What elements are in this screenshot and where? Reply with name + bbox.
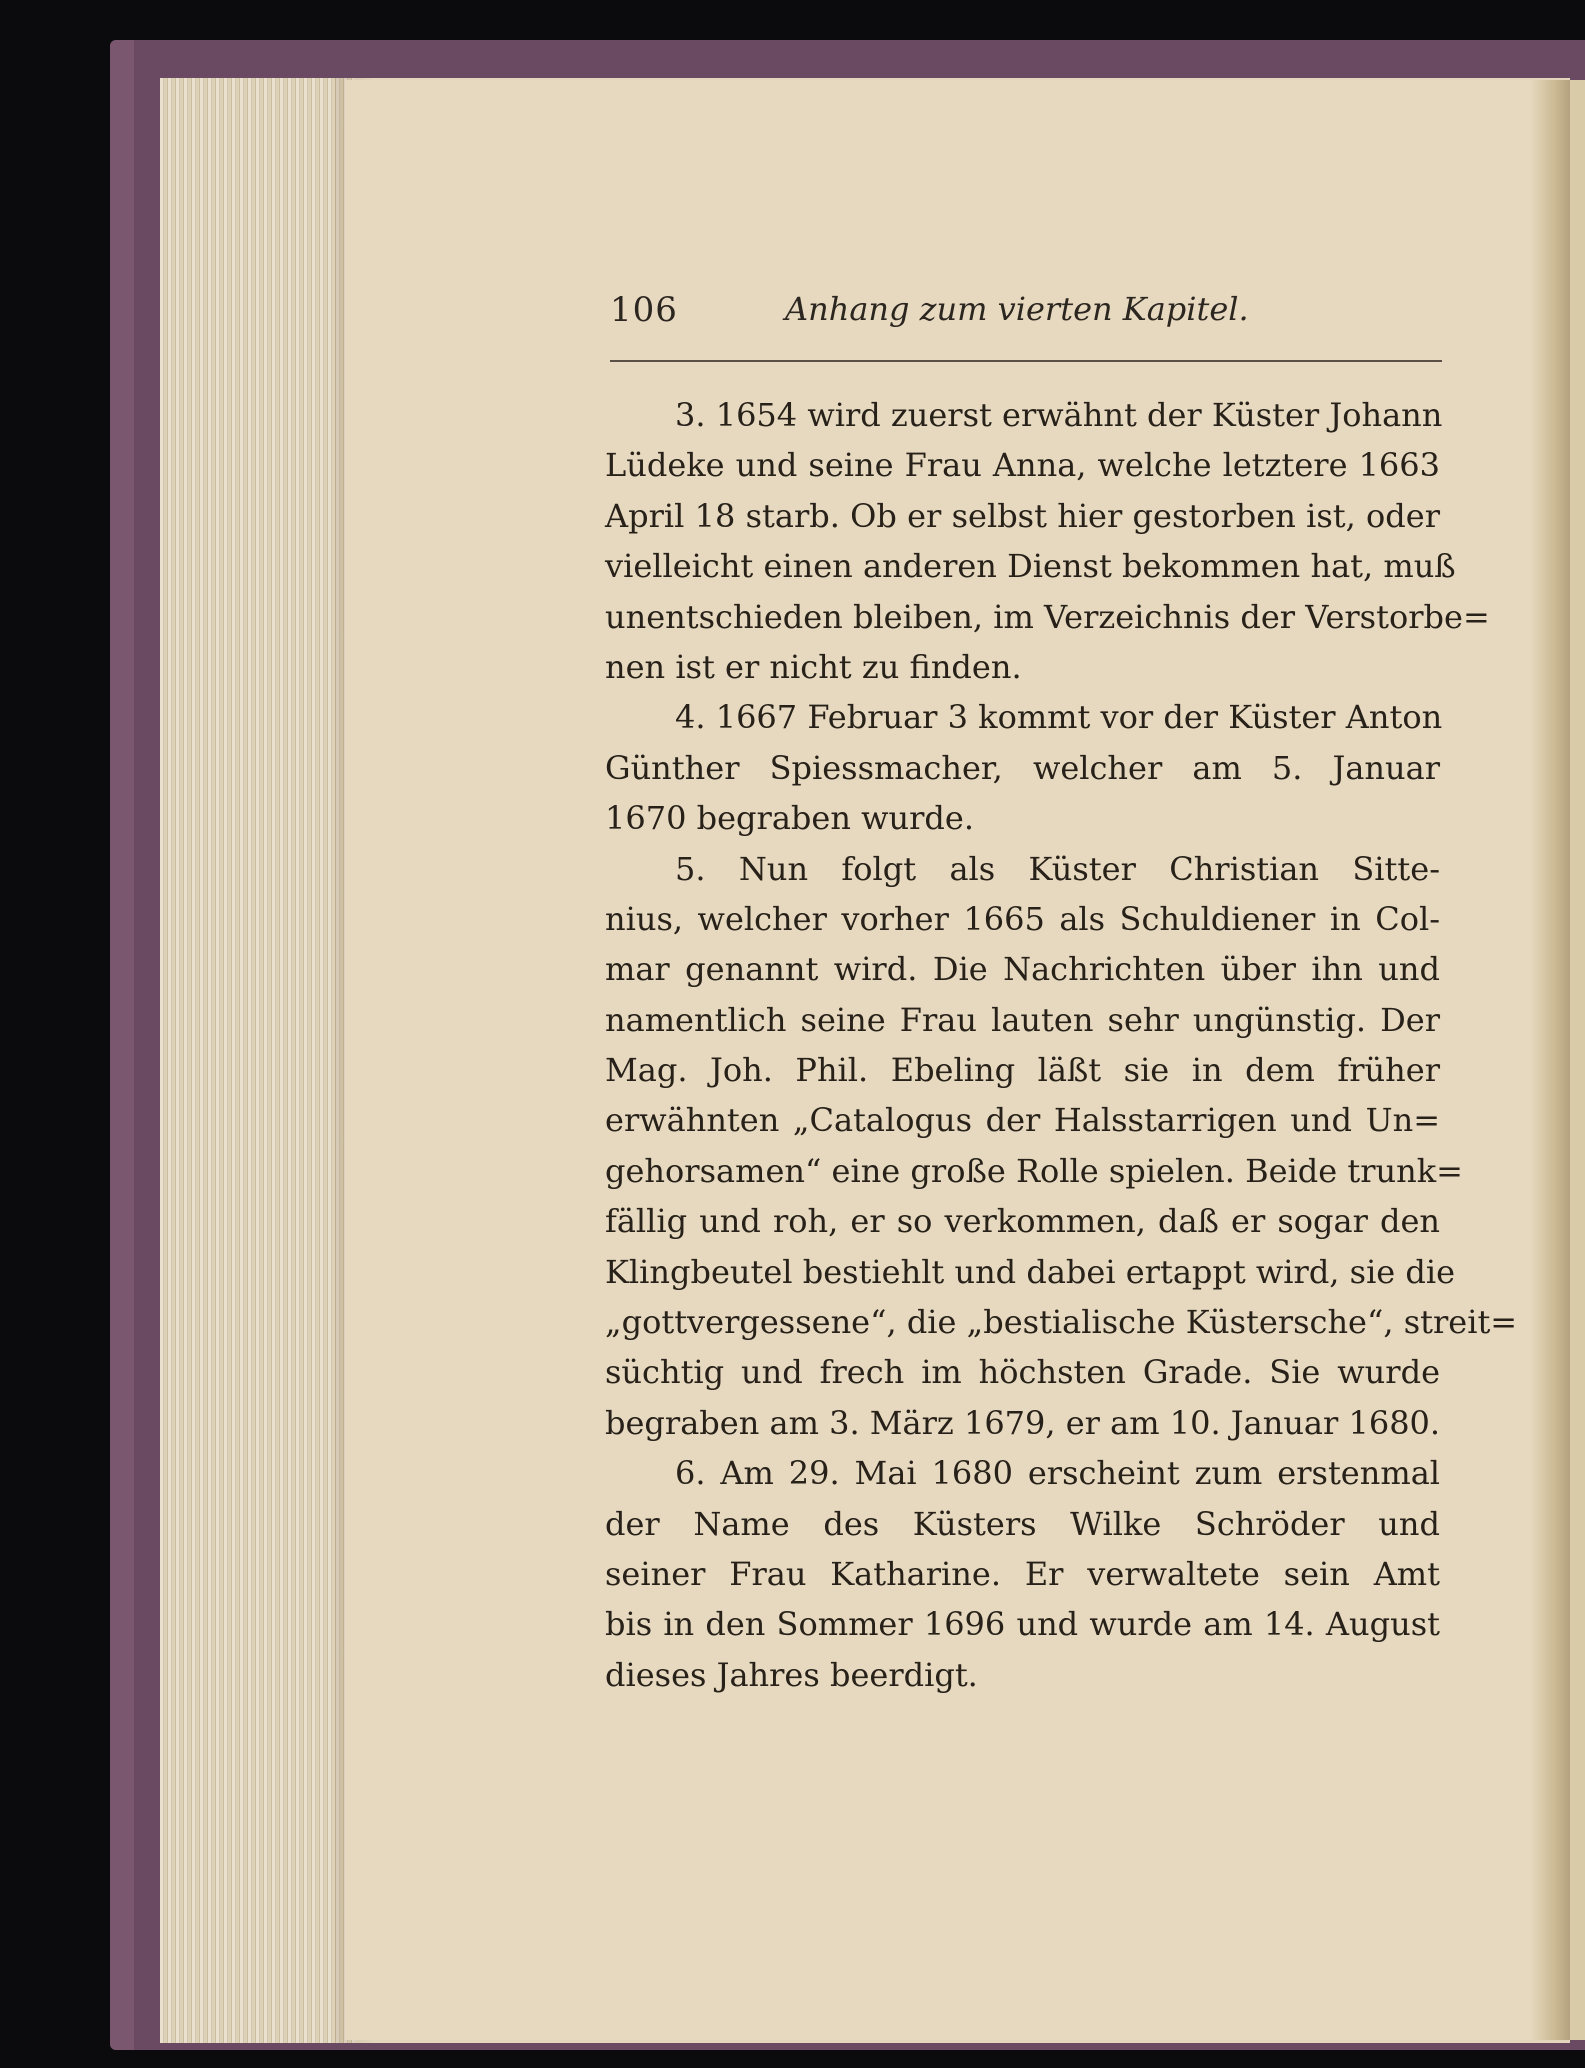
text-line: 1670 begraben wurde. bbox=[605, 799, 974, 838]
running-head: Anhang zum vierten Kapitel. bbox=[785, 290, 1249, 328]
text-line: April 18 starb. Ob er selbst hier gestorben ist, oder bbox=[605, 496, 1440, 535]
text-line: fällig und roh, er so verkommen, daß er sogar den bbox=[605, 1202, 1440, 1241]
text-line: begraben am 3. März 1679, er am 10. Januar 1680. bbox=[605, 1403, 1441, 1442]
page-header bbox=[610, 290, 1440, 340]
text-line: vielleicht einen anderen Dienst bekommen hat, muß bbox=[605, 547, 1456, 586]
text-line: mar genannt wird. Die Nachrichten über ihn und bbox=[605, 950, 1440, 989]
text-line: 5. Nun folgt als Küster Christian Sitte- bbox=[675, 849, 1440, 888]
text-line: Günther Spiessmacher, welcher am 5. Januar bbox=[605, 748, 1440, 787]
page-number: 106 bbox=[610, 290, 678, 330]
text-line: süchtig und frech im höchsten Grade. Sie wurde bbox=[605, 1353, 1440, 1392]
header-rule bbox=[610, 360, 1442, 362]
text-line: Lüdeke und seine Frau Anna, welche letztere 1663 bbox=[605, 446, 1440, 485]
text-line: namentlich seine Frau lauten sehr ungünstig. Der bbox=[605, 1000, 1440, 1039]
text-line: unentschieden bleiben, im Verzeichnis der Verstorbe= bbox=[605, 597, 1490, 636]
text-line: bis in den Sommer 1696 und wurde am 14. August bbox=[605, 1605, 1440, 1644]
text-line: gehorsamen“ eine große Rolle spielen. Beide trunk= bbox=[605, 1151, 1463, 1190]
text-line: „gottvergessene“, die „bestialische Küstersche“, streit= bbox=[605, 1303, 1518, 1342]
cover-edge bbox=[110, 40, 134, 2050]
text-line: seiner Frau Katharine. Er verwaltete sein Amt bbox=[605, 1554, 1440, 1593]
text-line: erwähnten „Catalogus der Halsstarrigen und Un= bbox=[605, 1101, 1440, 1140]
text-line: dieses Jahres beerdigt. bbox=[605, 1655, 978, 1694]
text-line: nius, welcher vorher 1665 als Schuldiener in Col- bbox=[605, 899, 1440, 938]
gutter-shadow bbox=[1530, 80, 1570, 2040]
text-line: Mag. Joh. Phil. Ebeling läßt sie in dem früher bbox=[605, 1051, 1440, 1090]
body-text bbox=[605, 390, 1518, 1700]
text-line: 3. 1654 wird zuerst erwähnt der Küster Johann bbox=[675, 396, 1443, 434]
text-line: der Name des Küsters Wilke Schröder und bbox=[605, 1504, 1440, 1543]
text-line: Klingbeutel bestiehlt und dabei ertappt wird, sie die bbox=[605, 1252, 1456, 1291]
text-line: 4. 1667 Februar 3 kommt vor der Küster Anton bbox=[675, 698, 1443, 737]
page-edges bbox=[160, 78, 355, 2043]
text-line: 6. Am 29. Mai 1680 erscheint zum erstenmal bbox=[675, 1454, 1440, 1493]
text-line: nen ist er nicht zu finden. bbox=[605, 647, 1022, 686]
